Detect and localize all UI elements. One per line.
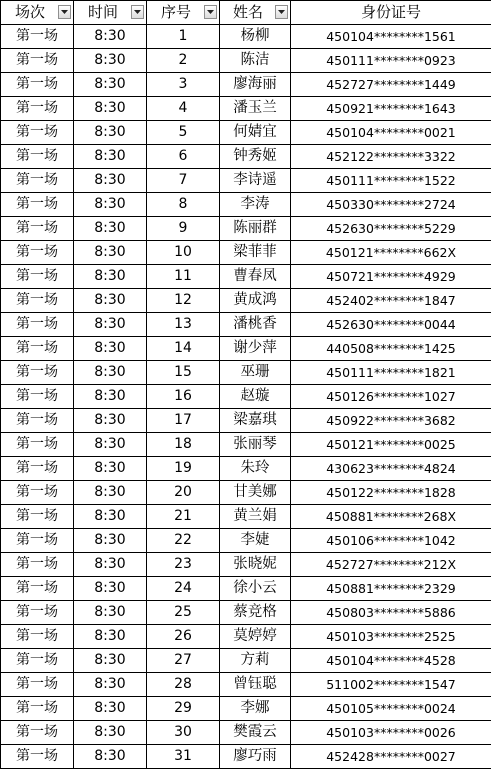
cell-name[interactable]: 李诗遥: [220, 169, 291, 193]
table-row: [1, 697, 491, 721]
cell-session[interactable]: 第一场: [1, 121, 74, 145]
cell-time[interactable]: 8:30: [74, 577, 147, 601]
table-row: [1, 361, 491, 385]
table-row: [1, 217, 491, 241]
cell-id-number[interactable]: 430623********4824: [291, 457, 491, 481]
cell-session[interactable]: 第一场: [1, 193, 74, 217]
header-name: [220, 1, 291, 25]
cell-session[interactable]: 第一场: [1, 241, 74, 265]
cell-number[interactable]: 29: [147, 697, 220, 721]
cell-time[interactable]: 8:30: [74, 193, 147, 217]
cell-id-number[interactable]: 511002********1547: [291, 673, 491, 697]
cell-number[interactable]: 22: [147, 529, 220, 553]
header-number-label: 序号: [161, 1, 191, 24]
cell-session[interactable]: 第一场: [1, 289, 74, 313]
cell-name[interactable]: 李涛: [220, 193, 291, 217]
cell-time[interactable]: 8:30: [74, 361, 147, 385]
dropdown-arrow-icon[interactable]: [275, 5, 288, 19]
cell-number[interactable]: 16: [147, 385, 220, 409]
table-row: [1, 745, 491, 769]
cell-time[interactable]: 8:30: [74, 25, 147, 49]
cell-session[interactable]: 第一场: [1, 601, 74, 625]
cell-id-number[interactable]: 450921********1643: [291, 97, 491, 121]
cell-number[interactable]: 6: [147, 145, 220, 169]
cell-session[interactable]: 第一场: [1, 169, 74, 193]
cell-number[interactable]: 7: [147, 169, 220, 193]
table-body: [1, 25, 491, 769]
cell-id-number[interactable]: 452428********0027: [291, 745, 491, 769]
cell-id-number[interactable]: 452402********1847: [291, 289, 491, 313]
cell-time[interactable]: 8:30: [74, 337, 147, 361]
table-row: [1, 97, 491, 121]
cell-session[interactable]: 第一场: [1, 529, 74, 553]
cell-number[interactable]: 20: [147, 481, 220, 505]
cell-name[interactable]: 廖巧雨: [220, 745, 291, 769]
cell-number[interactable]: 9: [147, 217, 220, 241]
cell-time[interactable]: 8:30: [74, 625, 147, 649]
table-row: [1, 49, 491, 73]
cell-number[interactable]: 27: [147, 649, 220, 673]
cell-time[interactable]: 8:30: [74, 601, 147, 625]
cell-id-number[interactable]: 450881********2329: [291, 577, 491, 601]
cell-number[interactable]: 8: [147, 193, 220, 217]
cell-session[interactable]: 第一场: [1, 625, 74, 649]
cell-time[interactable]: 8:30: [74, 649, 147, 673]
table-row: [1, 121, 491, 145]
cell-number[interactable]: 15: [147, 361, 220, 385]
cell-number[interactable]: 10: [147, 241, 220, 265]
cell-time[interactable]: 8:30: [74, 433, 147, 457]
cell-name[interactable]: 赵璇: [220, 385, 291, 409]
cell-name[interactable]: 梁嘉琪: [220, 409, 291, 433]
cell-name[interactable]: 曹春凤: [220, 265, 291, 289]
table-row: [1, 289, 491, 313]
cell-session[interactable]: 第一场: [1, 457, 74, 481]
cell-number[interactable]: 28: [147, 673, 220, 697]
header-time-label: 时间: [88, 1, 118, 24]
table-row: [1, 649, 491, 673]
cell-id-number[interactable]: 450111********0923: [291, 49, 491, 73]
cell-time[interactable]: 8:30: [74, 673, 147, 697]
cell-session[interactable]: 第一场: [1, 145, 74, 169]
cell-time[interactable]: 8:30: [74, 289, 147, 313]
cell-number[interactable]: 1: [147, 25, 220, 49]
table-row: [1, 625, 491, 649]
cell-session[interactable]: 第一场: [1, 361, 74, 385]
cell-number[interactable]: 25: [147, 601, 220, 625]
cell-id-number[interactable]: 450111********1522: [291, 169, 491, 193]
cell-id-number[interactable]: 452630********0044: [291, 313, 491, 337]
table-row: [1, 73, 491, 97]
cell-number[interactable]: 13: [147, 313, 220, 337]
cell-name[interactable]: 蔡竞格: [220, 601, 291, 625]
table-row: [1, 553, 491, 577]
cell-session[interactable]: 第一场: [1, 721, 74, 745]
cell-time[interactable]: 8:30: [74, 457, 147, 481]
cell-number[interactable]: 24: [147, 577, 220, 601]
header-number: [147, 1, 220, 25]
cell-session[interactable]: 第一场: [1, 481, 74, 505]
cell-time[interactable]: 8:30: [74, 529, 147, 553]
cell-name[interactable]: 谢少萍: [220, 337, 291, 361]
cell-name[interactable]: 巫珊: [220, 361, 291, 385]
cell-time[interactable]: 8:30: [74, 265, 147, 289]
table-row: [1, 169, 491, 193]
cell-number[interactable]: 26: [147, 625, 220, 649]
cell-id-number[interactable]: 450103********0026: [291, 721, 491, 745]
cell-name[interactable]: 黄成鸿: [220, 289, 291, 313]
cell-id-number[interactable]: 450126********1027: [291, 385, 491, 409]
cell-time[interactable]: 8:30: [74, 553, 147, 577]
table-row: [1, 145, 491, 169]
cell-name[interactable]: 钟秀姬: [220, 145, 291, 169]
dropdown-arrow-icon[interactable]: [58, 5, 71, 19]
cell-id-number[interactable]: 450104********0021: [291, 121, 491, 145]
cell-session[interactable]: 第一场: [1, 313, 74, 337]
cell-id-number[interactable]: 450922********3682: [291, 409, 491, 433]
cell-id-number[interactable]: 440508********1425: [291, 337, 491, 361]
table-row: [1, 25, 491, 49]
cell-number[interactable]: 14: [147, 337, 220, 361]
table-row: [1, 673, 491, 697]
cell-id-number[interactable]: 450104********1561: [291, 25, 491, 49]
table-row: [1, 337, 491, 361]
cell-time[interactable]: 8:30: [74, 169, 147, 193]
cell-name[interactable]: 甘美娜: [220, 481, 291, 505]
cell-time[interactable]: 8:30: [74, 385, 147, 409]
cell-number[interactable]: 2: [147, 49, 220, 73]
table-row: [1, 193, 491, 217]
cell-time[interactable]: 8:30: [74, 745, 147, 769]
header-id-number-label: 身份证号: [361, 3, 421, 21]
cell-time[interactable]: 8:30: [74, 49, 147, 73]
cell-session[interactable]: 第一场: [1, 553, 74, 577]
cell-id-number[interactable]: 450106********1042: [291, 529, 491, 553]
table-row: [1, 601, 491, 625]
cell-name[interactable]: 朱玲: [220, 457, 291, 481]
cell-time[interactable]: 8:30: [74, 145, 147, 169]
cell-name[interactable]: 张晓妮: [220, 553, 291, 577]
dropdown-arrow-icon[interactable]: [131, 5, 144, 19]
cell-time[interactable]: 8:30: [74, 697, 147, 721]
table-row: [1, 577, 491, 601]
cell-time[interactable]: 8:30: [74, 721, 147, 745]
cell-id-number[interactable]: 450105********0024: [291, 697, 491, 721]
table-row: [1, 721, 491, 745]
cell-session[interactable]: 第一场: [1, 433, 74, 457]
header-time: [74, 1, 147, 25]
cell-id-number[interactable]: 452727********1449: [291, 73, 491, 97]
table-row: [1, 241, 491, 265]
table-row: [1, 313, 491, 337]
table-row: [1, 385, 491, 409]
header-session-label: 场次: [15, 1, 45, 24]
cell-session[interactable]: 第一场: [1, 697, 74, 721]
table-row: [1, 457, 491, 481]
table-row: [1, 265, 491, 289]
cell-number[interactable]: 23: [147, 553, 220, 577]
dropdown-arrow-icon[interactable]: [204, 5, 217, 19]
cell-id-number[interactable]: 450721********4929: [291, 265, 491, 289]
cell-name[interactable]: 陈洁: [220, 49, 291, 73]
cell-name[interactable]: 梁菲菲: [220, 241, 291, 265]
table-row: [1, 529, 491, 553]
cell-id-number[interactable]: 450104********4528: [291, 649, 491, 673]
cell-session[interactable]: 第一场: [1, 385, 74, 409]
header-name-label: 姓名: [233, 1, 263, 24]
header-id-number: [291, 1, 491, 25]
cell-name[interactable]: 杨柳: [220, 25, 291, 49]
cell-session[interactable]: 第一场: [1, 25, 74, 49]
cell-session[interactable]: 第一场: [1, 265, 74, 289]
cell-id-number[interactable]: 450121********0025: [291, 433, 491, 457]
cell-id-number[interactable]: 450881********268X: [291, 505, 491, 529]
cell-number[interactable]: 17: [147, 409, 220, 433]
cell-name[interactable]: 李婕: [220, 529, 291, 553]
cell-session[interactable]: 第一场: [1, 649, 74, 673]
cell-id-number[interactable]: 452630********5229: [291, 217, 491, 241]
cell-id-number[interactable]: 450330********2724: [291, 193, 491, 217]
table-row: [1, 409, 491, 433]
cell-name[interactable]: 樊霞云: [220, 721, 291, 745]
cell-number[interactable]: 31: [147, 745, 220, 769]
cell-name[interactable]: 徐小云: [220, 577, 291, 601]
cell-id-number[interactable]: 450122********1828: [291, 481, 491, 505]
table-row: [1, 505, 491, 529]
cell-time[interactable]: 8:30: [74, 481, 147, 505]
cell-session[interactable]: 第一场: [1, 49, 74, 73]
table-row: [1, 433, 491, 457]
cell-time[interactable]: 8:30: [74, 241, 147, 265]
cell-session[interactable]: 第一场: [1, 673, 74, 697]
cell-time[interactable]: 8:30: [74, 313, 147, 337]
cell-time[interactable]: 8:30: [74, 73, 147, 97]
cell-number[interactable]: 11: [147, 265, 220, 289]
cell-number[interactable]: 19: [147, 457, 220, 481]
cell-name[interactable]: 张丽琴: [220, 433, 291, 457]
cell-name[interactable]: 潘桃香: [220, 313, 291, 337]
table-header: [1, 1, 491, 25]
cell-number[interactable]: 4: [147, 97, 220, 121]
cell-name[interactable]: 莫婷婷: [220, 625, 291, 649]
cell-session[interactable]: 第一场: [1, 745, 74, 769]
header-session: [1, 1, 74, 25]
cell-session[interactable]: 第一场: [1, 337, 74, 361]
cell-id-number[interactable]: 450803********5886: [291, 601, 491, 625]
cell-time[interactable]: 8:30: [74, 97, 147, 121]
cell-number[interactable]: 3: [147, 73, 220, 97]
cell-session[interactable]: 第一场: [1, 97, 74, 121]
cell-number[interactable]: 5: [147, 121, 220, 145]
cell-id-number[interactable]: 452727********212X: [291, 553, 491, 577]
cell-time[interactable]: 8:30: [74, 505, 147, 529]
cell-session[interactable]: 第一场: [1, 577, 74, 601]
cell-name[interactable]: 方莉: [220, 649, 291, 673]
table-row: [1, 481, 491, 505]
cell-name[interactable]: 廖海丽: [220, 73, 291, 97]
cell-name[interactable]: 潘玉兰: [220, 97, 291, 121]
cell-name[interactable]: 何婧宜: [220, 121, 291, 145]
cell-time[interactable]: 8:30: [74, 409, 147, 433]
cell-id-number[interactable]: 452122********3322: [291, 145, 491, 169]
header-row: [1, 1, 491, 25]
cell-session[interactable]: 第一场: [1, 409, 74, 433]
cell-number[interactable]: 30: [147, 721, 220, 745]
cell-session[interactable]: 第一场: [1, 73, 74, 97]
cell-name[interactable]: 曾钰聪: [220, 673, 291, 697]
cell-session[interactable]: 第一场: [1, 217, 74, 241]
cell-number[interactable]: 21: [147, 505, 220, 529]
cell-id-number[interactable]: 450103********2525: [291, 625, 491, 649]
cell-name[interactable]: 李娜: [220, 697, 291, 721]
cell-name[interactable]: 黄兰娟: [220, 505, 291, 529]
cell-id-number[interactable]: 450121********662X: [291, 241, 491, 265]
cell-time[interactable]: 8:30: [74, 217, 147, 241]
cell-number[interactable]: 18: [147, 433, 220, 457]
cell-session[interactable]: 第一场: [1, 505, 74, 529]
cell-id-number[interactable]: 450111********1821: [291, 361, 491, 385]
cell-name[interactable]: 陈丽群: [220, 217, 291, 241]
cell-time[interactable]: 8:30: [74, 121, 147, 145]
cell-number[interactable]: 12: [147, 289, 220, 313]
